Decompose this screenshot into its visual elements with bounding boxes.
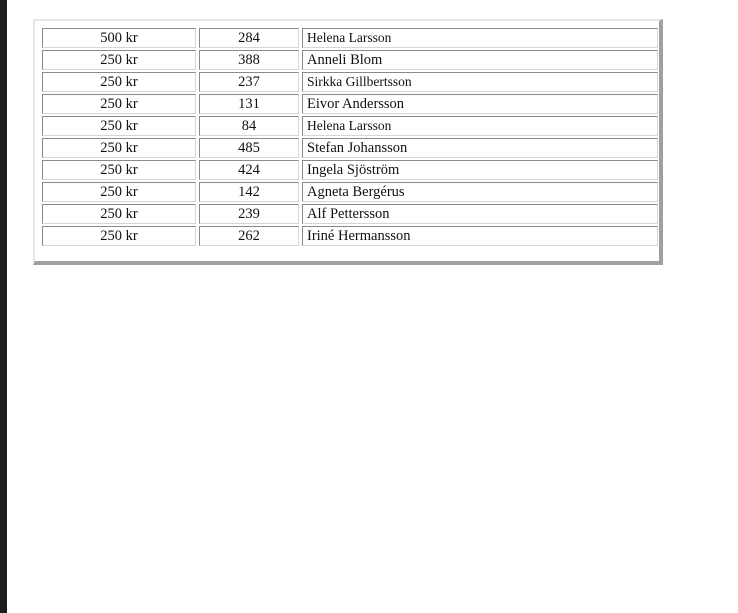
amount-cell: 250 kr: [42, 182, 196, 202]
amount-cell: 250 kr: [42, 50, 196, 70]
table-row: [42, 50, 658, 70]
amount-cell: 250 kr: [42, 94, 196, 114]
table-row: [42, 204, 658, 224]
name-cell: Eivor Andersson: [302, 94, 658, 114]
results-table-body: [42, 28, 658, 246]
number-cell: 84: [199, 116, 299, 136]
name-cell: Ingela Sjöström: [302, 160, 658, 180]
table-row: [42, 138, 658, 158]
table-row: [42, 226, 658, 246]
number-cell: 142: [199, 182, 299, 202]
number-cell: 284: [199, 28, 299, 48]
amount-cell: 250 kr: [42, 160, 196, 180]
name-cell: Iriné Hermansson: [302, 226, 658, 246]
amount-cell: 250 kr: [42, 138, 196, 158]
name-cell: Sirkka Gillbertsson: [302, 72, 658, 92]
name-cell: Alf Pettersson: [302, 204, 658, 224]
table-row: [42, 72, 658, 92]
name-cell: Stefan Johansson: [302, 138, 658, 158]
name-cell: Agneta Bergérus: [302, 182, 658, 202]
amount-cell: 250 kr: [42, 226, 196, 246]
number-cell: 388: [199, 50, 299, 70]
name-cell: Helena Larsson: [302, 28, 658, 48]
table-row: [42, 28, 658, 48]
name-cell: Helena Larsson: [302, 116, 658, 136]
results-table-frame: [33, 19, 663, 265]
number-cell: 239: [199, 204, 299, 224]
amount-cell: 250 kr: [42, 204, 196, 224]
table-row: [42, 94, 658, 114]
window-left-edge: [0, 0, 7, 613]
results-table: [39, 26, 661, 248]
number-cell: 424: [199, 160, 299, 180]
number-cell: 237: [199, 72, 299, 92]
amount-cell: 250 kr: [42, 116, 196, 136]
amount-cell: 250 kr: [42, 72, 196, 92]
name-cell: Anneli Blom: [302, 50, 658, 70]
table-row: [42, 182, 658, 202]
table-row: [42, 160, 658, 180]
table-row: [42, 116, 658, 136]
number-cell: 131: [199, 94, 299, 114]
number-cell: 262: [199, 226, 299, 246]
number-cell: 485: [199, 138, 299, 158]
amount-cell: 500 kr: [42, 28, 196, 48]
